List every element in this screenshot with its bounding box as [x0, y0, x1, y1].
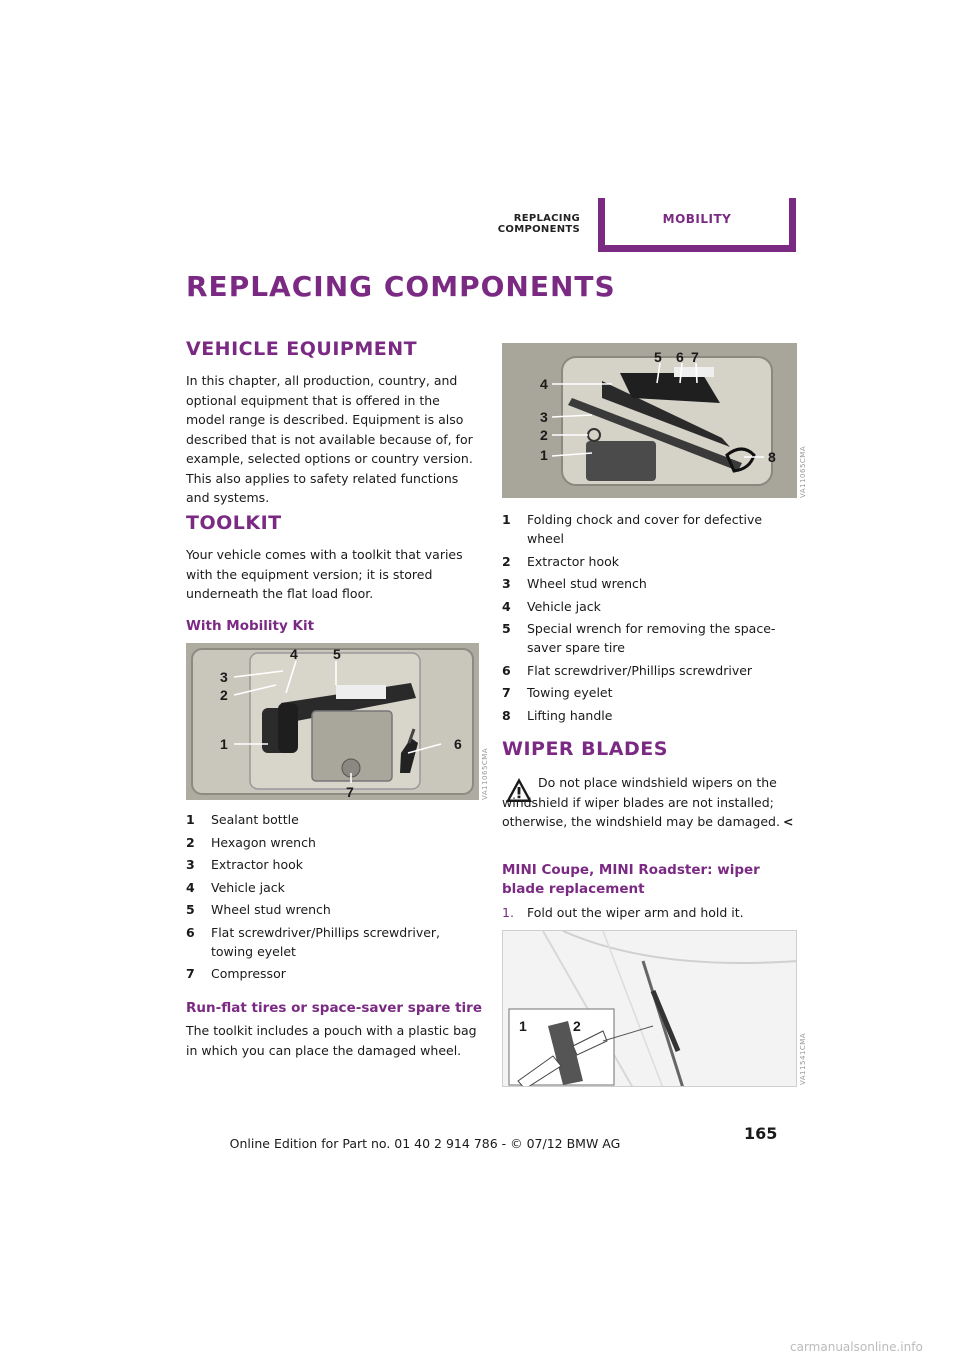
list-item: 6 Flat screwdriver/Phillips screwdriver: [502, 662, 753, 678]
heading-coupe-wiper: MINI Coupe, MINI Roadster: wiper blade replacement: [502, 862, 760, 897]
chapter-tab: [598, 198, 796, 252]
spare-tire-list: [502, 510, 802, 728]
toolkit-text: Your vehicle comes with a toolkit that varies with the equipment version; it is stored underneath the flat load floor.: [186, 547, 463, 601]
spare-callout-1: 1: [540, 447, 548, 463]
list-item: 1 Sealant bottle: [186, 812, 299, 827]
running-header-section: REPLACING COMPONENTS: [497, 213, 580, 235]
spare-callout-4: 4: [540, 376, 548, 392]
list-item: 4 Vehicle jack: [502, 598, 601, 614]
callout-6: 6: [454, 736, 462, 752]
wiper-warning-text: Do not place windshield wipers on the windshield if wiper blades are not installed; otherwise, the windshield may be damaged. <: [502, 775, 794, 829]
page-title: REPLACING COMPONENTS: [186, 270, 616, 303]
list-item: 2 Hexagon wrench: [186, 834, 316, 850]
mobility-kit-figure-code: VA11065CMA: [481, 747, 489, 800]
step-item: 1. Fold out the wiper arm and hold it.: [502, 905, 744, 920]
wiper-steps: [502, 903, 802, 923]
edition-footer: Online Edition for Part no. 01 40 2 914 786 - © 07/12 BMW AG: [229, 1136, 621, 1151]
spare-callout-8: 8: [768, 449, 776, 465]
mobility-kit-figure: [186, 643, 479, 800]
vehicle-equipment-text: In this chapter, all production, country, and optional equipment that is offered in the model range is described. Equipment is also described that is not available because of, for example, selected options or country version. This also applies to safety related functions and systems.: [186, 373, 473, 505]
callout-7: 7: [346, 784, 354, 800]
spare-callout-5: 5: [654, 349, 662, 365]
list-item: 7 Compressor: [186, 966, 286, 981]
list-item: 7 Towing eyelet: [502, 685, 613, 700]
heading-runflat: Run-flat tires or space-saver spare tire: [186, 1000, 482, 1016]
wiper-callout-2: 2: [573, 1018, 581, 1034]
list-item: 5 Wheel stud wrench: [186, 902, 331, 917]
heading-mobility-kit: With Mobility Kit: [186, 618, 315, 634]
wiper-figure-code: VA11541CMA: [799, 1032, 807, 1085]
callout-3: 3: [220, 669, 228, 685]
callout-2: 2: [220, 687, 228, 703]
list-item: 3 Extractor hook: [186, 857, 303, 872]
list-item: 6 Flat screwdriver/Phillips screwdriver, towing eyelet: [186, 924, 441, 959]
mobility-kit-list: [186, 810, 481, 987]
wiper-figure: [502, 930, 797, 1087]
list-item: 5 Special wrench for removing the space-saver spare tire: [502, 621, 776, 655]
spare-figure-code: VA11065CMA: [799, 445, 807, 498]
page-number: 165: [744, 1124, 778, 1143]
list-item: 3 Wheel stud wrench: [502, 576, 647, 591]
runflat-text: The toolkit includes a pouch with a plastic bag in which you can place the damaged wheel.: [186, 1023, 477, 1058]
heading-wiper-blades: WIPER BLADES: [502, 738, 668, 760]
callout-4: 4: [290, 646, 298, 662]
list-item: 8 Lifting handle: [502, 707, 613, 723]
heading-toolkit: TOOLKIT: [186, 512, 282, 534]
spare-callout-3: 3: [540, 409, 548, 425]
spare-callout-7: 7: [691, 349, 699, 365]
callout-5: 5: [333, 646, 341, 662]
spare-callout-6: 6: [676, 349, 684, 365]
chapter-tab-label: MOBILITY: [662, 212, 732, 226]
list-item: 2 Extractor hook: [502, 553, 619, 569]
heading-vehicle-equipment: VEHICLE EQUIPMENT: [186, 338, 418, 360]
spare-callout-2: 2: [540, 427, 548, 443]
wiper-callout-1: 1: [519, 1018, 527, 1034]
callout-1: 1: [220, 736, 228, 752]
list-item: 1 Folding chock and cover for defective wheel: [502, 512, 763, 546]
watermark: carmanualsonline.info: [790, 1340, 923, 1354]
spare-tire-toolkit-figure: [502, 343, 797, 498]
list-item: 4 Vehicle jack: [186, 879, 285, 895]
